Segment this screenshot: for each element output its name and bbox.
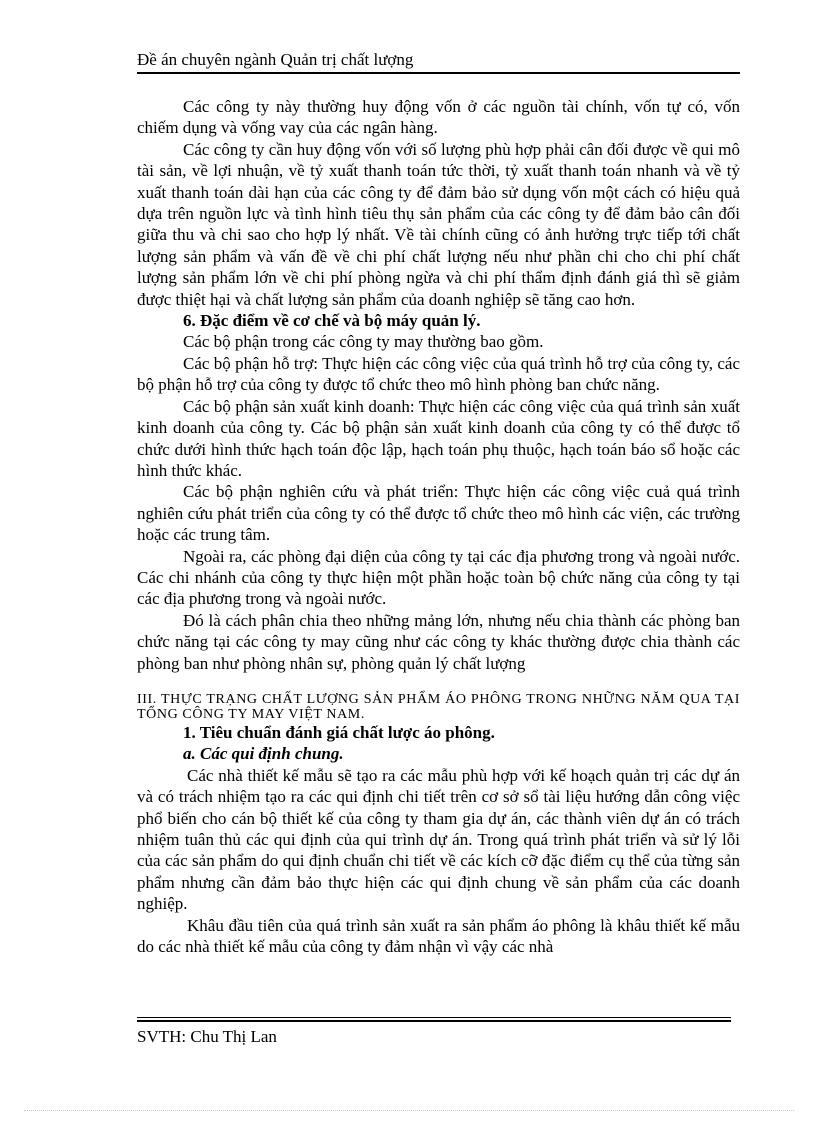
header-title: Đề án chuyên ngành Quản trị chất lượng xyxy=(137,50,414,69)
footer-rule-thick xyxy=(137,1020,731,1022)
footer-rule-thin xyxy=(137,1017,731,1018)
heading-management-structure: 6. Đặc điểm về cơ chế và bộ máy quản lý. xyxy=(183,311,481,331)
paragraph-research-departments: Các bộ phận nghiên cứu và phát triển: Thực hiện các công việc cuả quá trình nghiên cứu phát triển của công ty có thể được tổ chức theo mô hình các viện, các trường hoặc các trung tâm. xyxy=(137,482,740,545)
paragraph-funding-sources: Các công ty này thường huy động vốn ở các nguồn tài chính, vốn tự có, vốn chiếm dụng và vống vay của các ngân hàng. xyxy=(137,97,740,138)
paragraph-design-stage: Khâu đầu tiên của quá trình sản xuất ra sản phẩm áo phông là khâu thiết kế mẫu do các nhà thiết kế mẫu của công ty đảm nhận vì vậy các nhà xyxy=(137,915,740,957)
page-edge-dotted-line xyxy=(24,1110,794,1111)
page-header xyxy=(137,50,740,70)
paragraph-division-summary: Đó là cách phân chia theo những mảng lớn, nhưng nếu chia thành các phòng ban chức năng tại các công ty may cũng như các công ty khác thường được chia thành các phòng ban như phòng nhân sự, phòng quản lý chất lượng xyxy=(137,610,740,673)
section-heading-quality-status: III. THỰC TRẠNG CHẤT LƯỢNG SẢN PHẨM ÁO PHÔNG TRONG NHỮNG NĂM QUA TẠI TỔNG CÔNG TY MAY VIỆT NAM. xyxy=(137,691,740,722)
paragraph-production-departments: Các bộ phận sản xuất kinh doanh: Thực hiện các công việc của quá trình sản xuất kinh doanh của công ty. Các bộ phận sản xuất kinh doanh của công ty có thể được tổ chức dưới hình thức hạch toán độc lập, hạch toán phụ thuộc, hạch toán báo sổ hoặc các hình thức khác. xyxy=(137,396,740,480)
paragraph-designers-rules: Các nhà thiết kế mẫu sẽ tạo ra các mẫu phù hợp với kế hoạch quản trị các dự án và có trách nhiệm tạo ra các qui định chi tiết trên cơ sở sổ tài liệu hướng dẫn công việc phổ biến cho cán bộ thiết kế của công ty tham gia dự án, các thành viên dự án có trách nhiệm tuân thủ các qui định của qui trình dự án. Trong quá trình phát triển và sử lý lỗi của các sản phẩm do qui định chuẩn chi tiết về các kích cỡ đặc điểm cụ thể của từng sản phẩm nhưng cần đảm bảo thực hiện các qui định chung về sản phẩm của các doanh nghiệp. xyxy=(137,765,740,914)
heading-evaluation-criteria: 1. Tiêu chuẩn đánh giá chất lược áo phông. xyxy=(183,722,495,742)
subheading-general-rules: a. Các qui định chung. xyxy=(183,744,344,764)
paragraph-representative-offices: Ngoài ra, các phòng đại diện của công ty tại các địa phương trong và ngoài nước. Các chi nhánh của công ty thực hiện một phần hoặc toàn bộ chức năng của công ty tại các địa phương trong và ngoài nước. xyxy=(137,546,740,609)
footer-author: SVTH: Chu Thị Lan xyxy=(137,1027,277,1046)
paragraph-departments-intro: Các bộ phận trong các công ty may thường bao gồm. xyxy=(183,332,544,352)
header-rule xyxy=(137,72,740,74)
document-body xyxy=(137,96,740,957)
paragraph-support-departments: Các bộ phận hỗ trợ: Thực hiện các công việc của quá trình hỗ trợ của công ty, các bộ phận hỗ trợ của công ty được tổ chức theo mô hình phòng ban chức năng. xyxy=(137,353,740,395)
paragraph-capital-balance: Các công ty cần huy động vốn với số lượng phù hợp phải cân đối được về qui mô tài sản, về lợi nhuận, về tỷ xuất thanh toán tức thời, tỷ xuất thanh toán nhanh và về tỷ xuất thanh toán dài hạn của các công ty để đảm bảo sử dụng vốn một cách có hiệu quả dựa trên nguồn lực và tình hình tiêu thụ sản phẩm của các công ty để đảm bảo cân đối giữa thu và chi sao cho hợp lý nhất. Về tài chính cũng có ảnh hưởng trực tiếp tới chất lượng sản phẩm và vấn đề về chi phí chất lượng nếu như phần chi cho chi phí chất lượng sản phẩm lớn về chi phí phòng ngừa và chi phí thẩm định đánh giá thì sẽ giảm được thiệt hại và chất lượng sản phẩm của doanh nghiệp sẽ tăng cao hơn. xyxy=(137,139,740,309)
